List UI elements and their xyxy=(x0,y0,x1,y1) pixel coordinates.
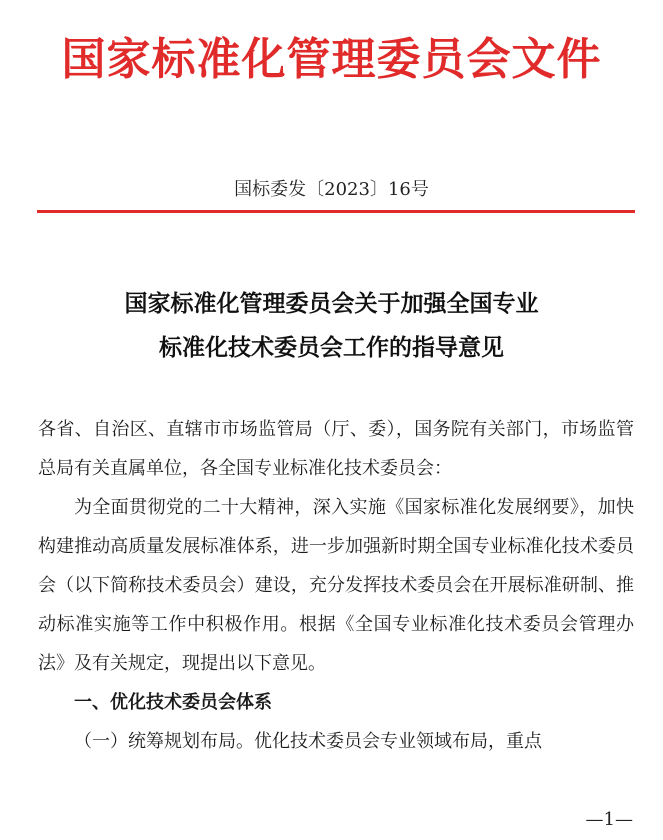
title-line-2: 标准化技术委员会工作的指导意见 xyxy=(159,335,504,361)
issuer-title: 国家标准化管理委员会文件 xyxy=(61,34,602,85)
intro-paragraph: 为全面贯彻党的二十大精神，深入实施《国家标准化发展纲要》，加快构建推动高质量发展标准体系，进一步加强新时期全国专业标准化技术委员会（以下简称技术委员会）建设，充分发挥技术委员会在开展标准研制、推动标准实施等工作中积极作用。根据《全国专业标准化技术委员会管理办法》及有关规定，现提出以下意见。 xyxy=(38,497,634,674)
document-number: 国标委发〔2023〕16号 xyxy=(234,179,429,200)
document-body xyxy=(38,410,634,761)
title-line-1: 国家标准化管理委员会关于加强全国专业 xyxy=(124,291,539,317)
section-1-item-1: （一）统筹规划布局。优化技术委员会专业领域布局，重点 xyxy=(74,731,542,752)
recipients-paragraph: 各省、自治区、直辖市市场监管局（厅、委），国务院有关部门，市场监管总局有关直属单位，各全国专业标准化技术委员会： xyxy=(38,419,634,479)
page-number: —1— xyxy=(585,809,633,830)
section-heading-1: 一、优化技术委员会体系 xyxy=(74,692,272,713)
red-divider xyxy=(37,210,635,213)
document-title xyxy=(0,282,663,370)
